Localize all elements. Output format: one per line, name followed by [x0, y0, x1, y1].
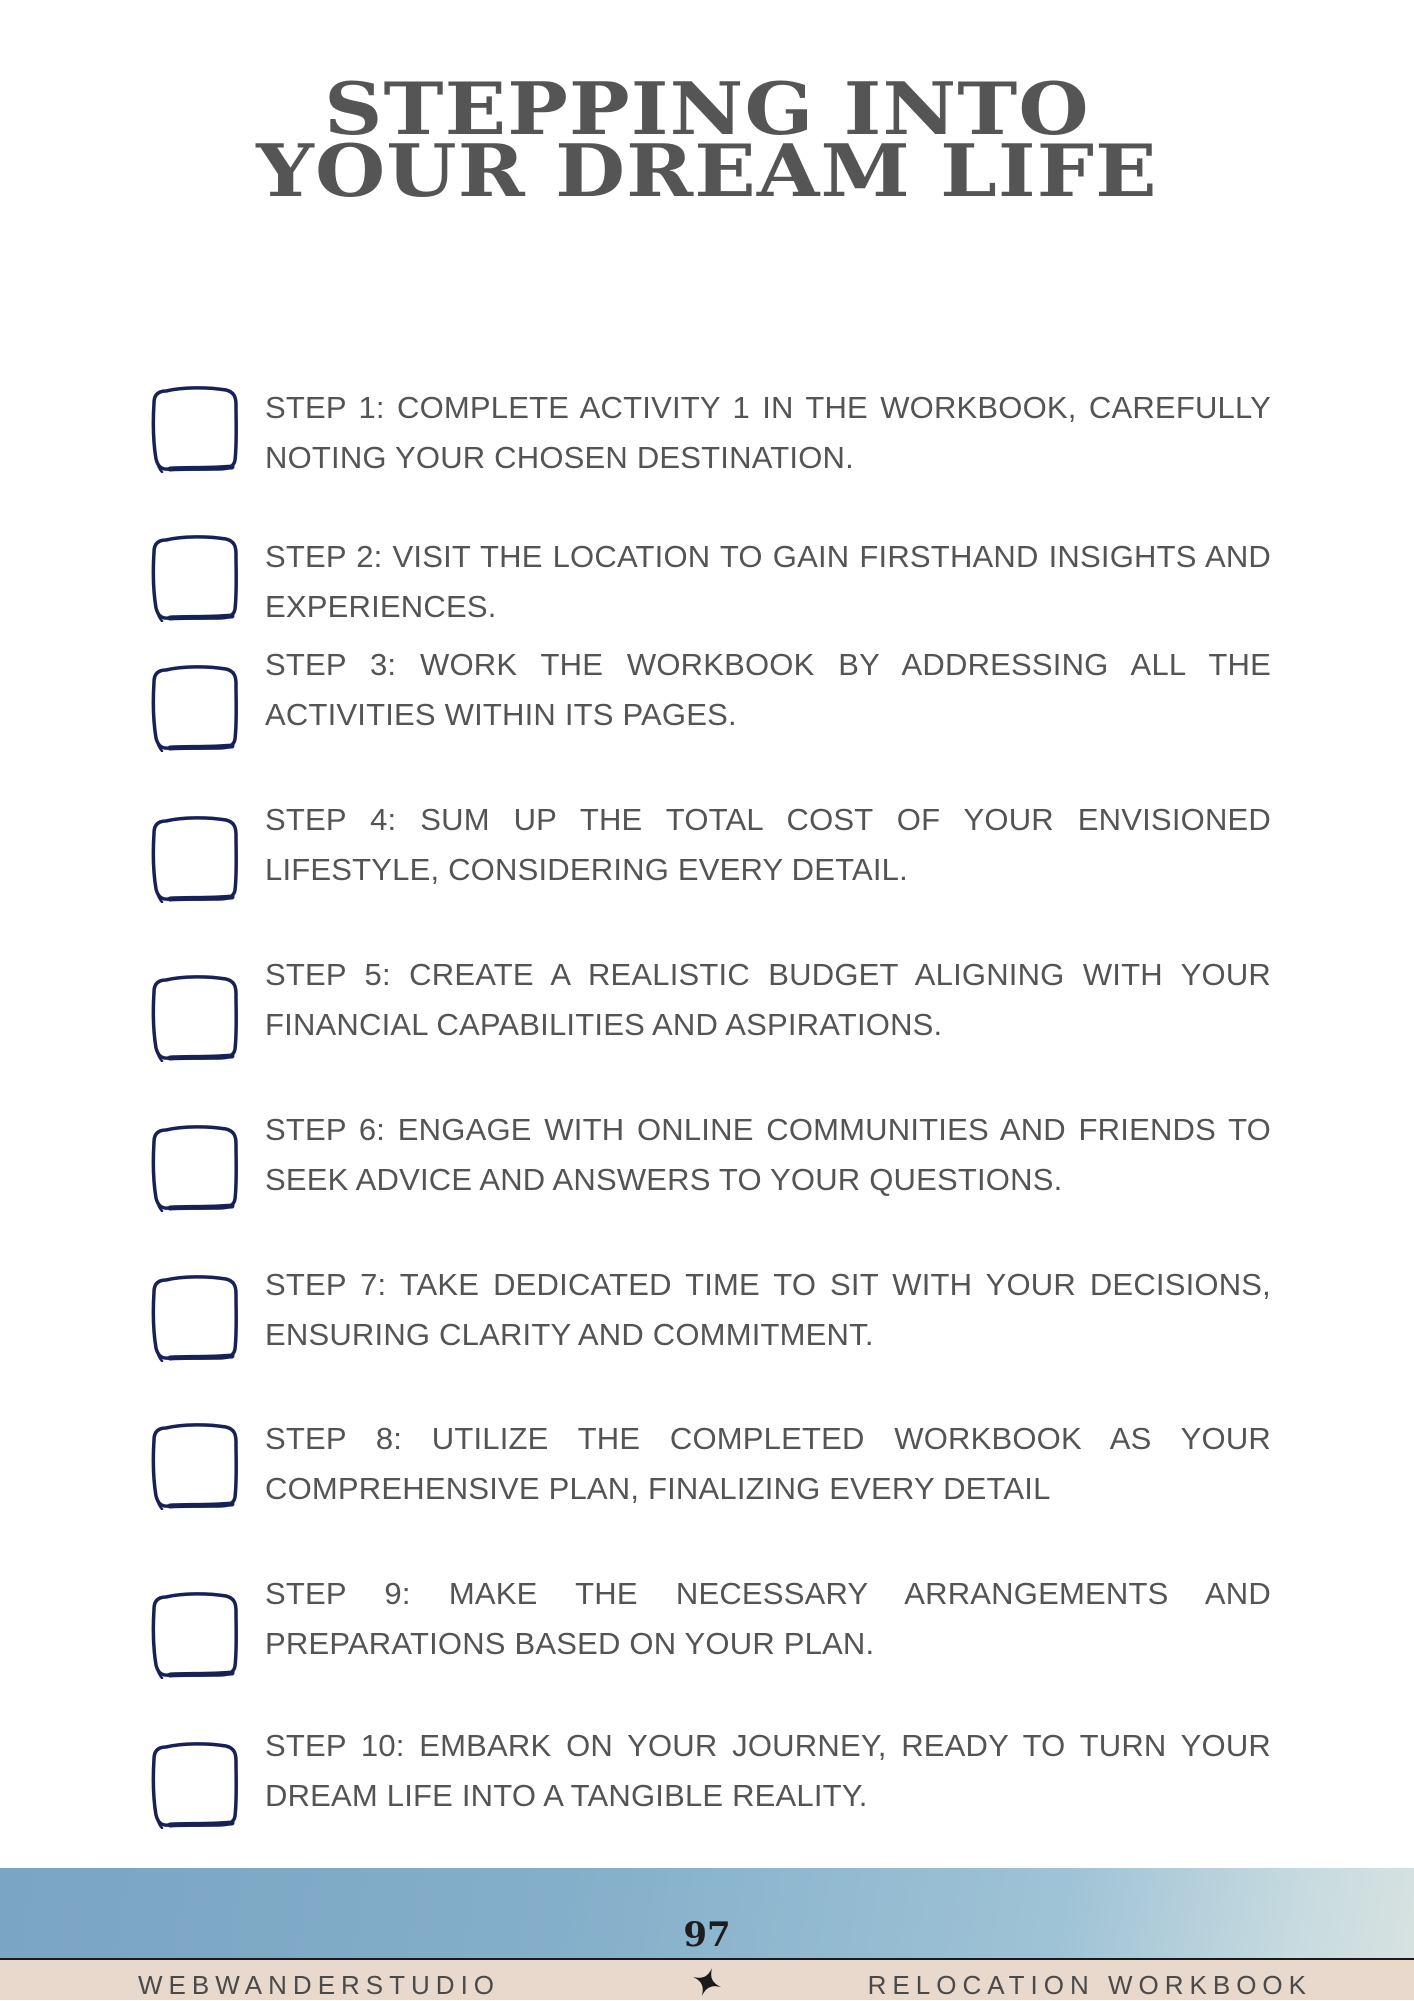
- step-text-1: STEP 1: COMPLETE ACTIVITY 1 IN THE WORKBOOK, CAREFULLY NOTING YOUR CHOSEN DESTINATION.: [265, 390, 1271, 475]
- checkbox-1[interactable]: [148, 383, 238, 473]
- step-text-6: STEP 6: ENGAGE WITH ONLINE COMMUNITIES AND FRIENDS TO SEEK ADVICE AND ANSWERS TO YOUR QUESTIONS.: [265, 1112, 1271, 1197]
- step-text-5: STEP 5: CREATE A REALISTIC BUDGET ALIGNING WITH YOUR FINANCIAL CAPABILITIES AND ASPIRATIONS.: [265, 957, 1271, 1042]
- page-title-line-2: YOUR DREAM LIFE: [256, 128, 1158, 213]
- checkbox-4[interactable]: [148, 813, 238, 903]
- step-text-7: STEP 7: TAKE DEDICATED TIME TO SIT WITH YOUR DECISIONS, ENSURING CLARITY AND COMMITMENT.: [265, 1267, 1271, 1352]
- checkbox-6[interactable]: [148, 1122, 238, 1212]
- footer-workbook-title: RELOCATION WORKBOOK: [867, 1970, 1312, 2000]
- sparkle-star-icon: [690, 1965, 724, 1999]
- checkbox-5[interactable]: [148, 972, 238, 1062]
- checkbox-9[interactable]: [148, 1589, 238, 1679]
- step-text-2: STEP 2: VISIT THE LOCATION TO GAIN FIRSTHAND INSIGHTS AND EXPERIENCES.: [265, 539, 1271, 624]
- checkbox-8[interactable]: [148, 1420, 238, 1510]
- step-text-9: STEP 9: MAKE THE NECESSARY ARRANGEMENTS AND PREPARATIONS BASED ON YOUR PLAN.: [265, 1576, 1271, 1661]
- checkbox-7[interactable]: [148, 1272, 238, 1362]
- step-text-10: STEP 10: EMBARK ON YOUR JOURNEY, READY TO TURN YOUR DREAM LIFE INTO A TANGIBLE REALITY.: [265, 1728, 1271, 1813]
- step-text-4: STEP 4: SUM UP THE TOTAL COST OF YOUR ENVISIONED LIFESTYLE, CONSIDERING EVERY DETAIL.: [265, 802, 1271, 887]
- checkbox-3[interactable]: [148, 662, 238, 752]
- checkbox-10[interactable]: [148, 1739, 238, 1829]
- step-text-3: STEP 3: WORK THE WORKBOOK BY ADDRESSING ALL THE ACTIVITIES WITHIN ITS PAGES.: [265, 647, 1271, 732]
- page-number: 97: [683, 1915, 731, 1955]
- checkbox-2[interactable]: [148, 532, 238, 622]
- page-title-line-1: STEPPING INTO: [324, 66, 1090, 151]
- step-text-8: STEP 8: UTILIZE THE COMPLETED WORKBOOK AS YOUR COMPREHENSIVE PLAN, FINALIZING EVERY DETAIL: [265, 1421, 1271, 1506]
- footer-brand-text: WEBWANDERSTUDIO: [138, 1970, 501, 2000]
